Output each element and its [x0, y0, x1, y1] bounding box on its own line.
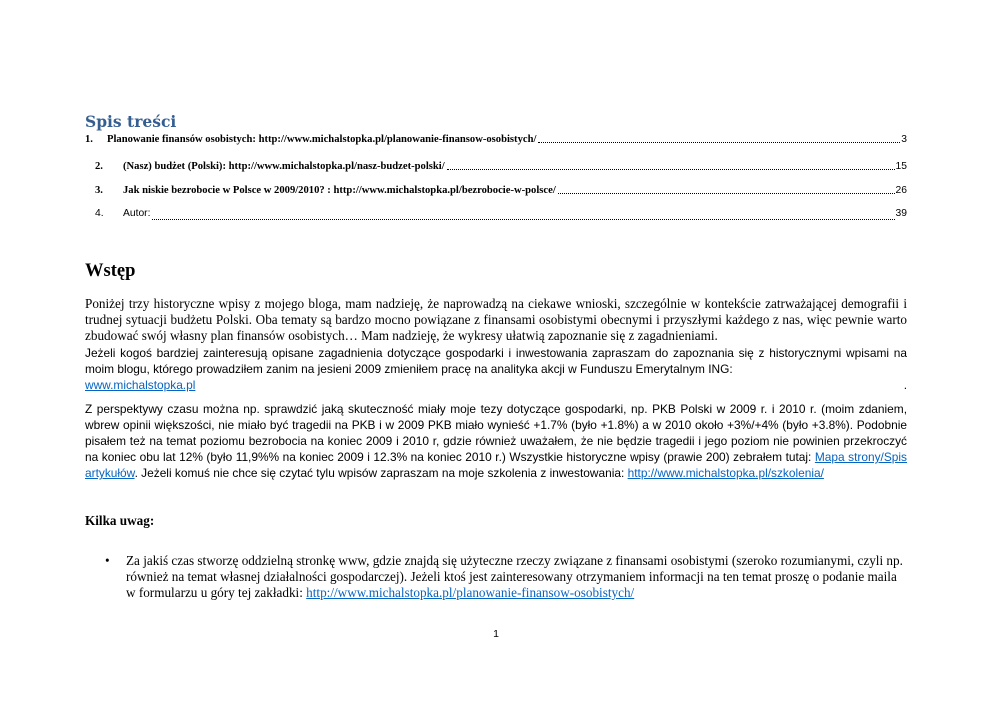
- toc-leader-dots: [538, 134, 900, 143]
- toc-entry-page: 39: [895, 207, 907, 219]
- blog-paragraph: [85, 345, 907, 393]
- toc-entry[interactable]: [95, 182, 907, 196]
- toc-entry-page: 3: [901, 134, 907, 145]
- page-number: 1: [493, 628, 499, 640]
- sitemap-link[interactable]: Mapa strony/Spis artykułów: [85, 450, 907, 481]
- planning-link[interactable]: http://www.michalstopka.pl/planowanie-finansow-osobistych/: [306, 585, 635, 600]
- bullet-text: Za jakiś czas stworzę oddzielną stronkę www, gdzie znajdą się użyteczne rzeczy związane z finansami osobistymi (szeroko rozumianymi, czyli np. również na temat własnej działalności gospodarczej). Jeżeli ktoś jest zainteresowany otrzymaniem informacji na ten temat proszę o podanie maila w formularzu u góry tej zakładki:: [126, 553, 903, 600]
- toc-entry-page: 26: [895, 185, 907, 196]
- toc-entry-text[interactable]: Jak niskie bezrobocie w Polsce w 2009/2010? : http://www.michalstopka.pl/bezrobocie-w-polsce/: [123, 185, 556, 196]
- toc-entry[interactable]: [85, 131, 907, 145]
- perspective-paragraph-text: Z perspektywy czasu można np. sprawdzić jaką skuteczność miały moje tezy dotyczące gospodarki, np. PKB Polski w 2009 r. i 2010 r. (moim zdaniem, wbrew opinii większości, nie miało być tragedii na PKB i w 2009 PKB miało wynieść +1.7% (było +1.8%) a w 2010 około +3%/+4% (było +3.8%). Podobnie pisałem też na temat poziomu bezrobocia na koniec 2009 i 2010 r, gdzie również uważałem, że nie będzie tragedii i jego poziom nie powinien przekroczyć na koniec obu lat 12% (było 11,9%% na koniec 2009 i 12.3% na koniec 2010 r.) Wszystkie historyczne wpisy (prawie 200) zebrałem tutaj:: [85, 402, 907, 465]
- notes-heading: Kilka uwag:: [85, 513, 155, 528]
- toc-entry-text[interactable]: (Nasz) budżet (Polski): http://www.michalstopka.pl/nasz-budzet-polski/: [123, 161, 445, 172]
- training-link[interactable]: http://www.michalstopka.pl/szkolenia/: [627, 466, 824, 481]
- trailing-dot: .: [903, 378, 907, 393]
- toc-entry[interactable]: [95, 158, 907, 172]
- bullet-icon: •: [105, 553, 110, 568]
- toc-entry-page: 15: [895, 161, 907, 172]
- toc-title: Spis treści: [85, 112, 177, 131]
- toc-leader-dots: [152, 211, 894, 220]
- toc-entry-number: 4.: [95, 207, 104, 219]
- intro-paragraph: Poniżej trzy historyczne wpisy z mojego bloga, mam nadzieję, że naprowadzą na ciekawe wnioski, szczególnie w kontekście zatrważającej demografii i trudnej sytuacji budżetu Polski. Oba tematy są bardzo mocno powiązane z finansami osobistymi obecnymi i przyszłymi każdego z nas, więc pewnie warto zbudować swój własny plan finansów osobistych… Mam nadzieję, że wykresy ułatwią zapoznanie się z zagadnieniami.: [85, 296, 907, 344]
- toc-entry-text[interactable]: Autor:: [123, 207, 151, 219]
- toc-entry-number: 2.: [95, 161, 103, 172]
- blog-paragraph-text: Jeżeli kogoś bardziej zainteresują opisane zagadnienia dotyczące gospodarki i inwestowania zapraszam do zapoznania się z historycznymi wpisami na moim blogu, którego prowadziłem zanim na jesieni 2009 zmieniłem pracę na analityka akcji w Funduszu Emerytalnym ING:: [85, 346, 907, 377]
- blog-link[interactable]: www.michalstopka.pl: [85, 378, 196, 393]
- toc-leader-dots: [558, 185, 895, 194]
- toc-leader-dots: [447, 161, 895, 170]
- toc-entry-number: 3.: [95, 185, 103, 196]
- section-heading: Wstęp: [85, 261, 136, 281]
- perspective-paragraph-cont: . Jeżeli komuś nie chce się czytać tylu wpisów zapraszam na moje szkolenia z inwestowania:: [134, 466, 625, 481]
- toc-entry-number: 1.: [85, 134, 93, 145]
- perspective-paragraph: [85, 401, 907, 481]
- toc-entry-text[interactable]: Planowanie finansów osobistych: http://www.michalstopka.pl/planowanie-finansow-osobistych/: [107, 134, 537, 145]
- list-item: [126, 553, 907, 601]
- toc-entry[interactable]: [95, 208, 907, 222]
